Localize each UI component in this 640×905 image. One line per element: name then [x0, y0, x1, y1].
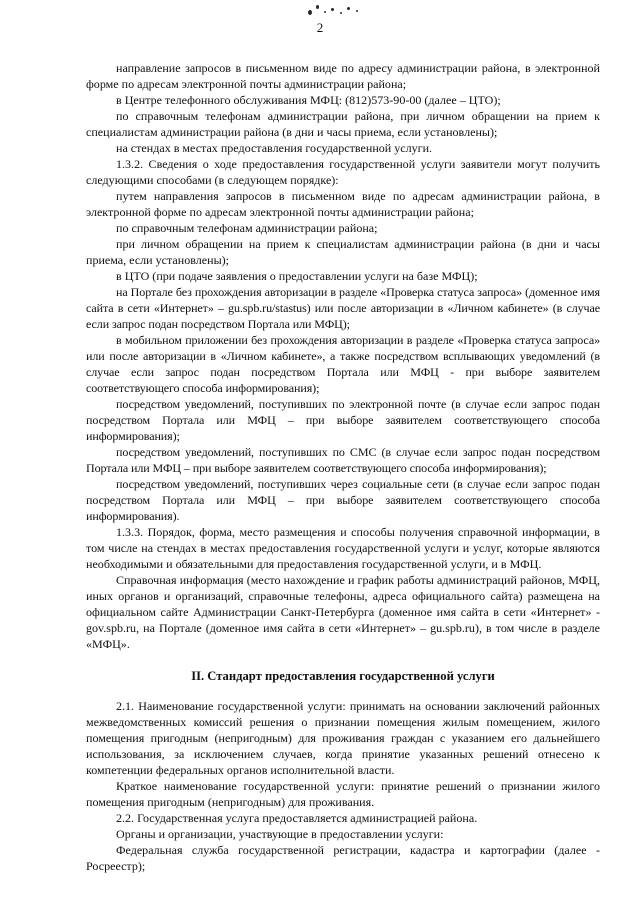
paragraph: Справочная информация (место нахождение и график работы администраций районов, МФЦ, иных органов и организаций, справочные телефоны, адреса официального сайта) размещена на официальном сайте Администрации Санкт-Петербурга (доменное имя сайта в сети «Интернет» - gov.spb.ru, на Портале (доменное имя сайта в сети «Интернет» – gu.spb.ru), в том числе в разделе «МФЦ». — [86, 573, 600, 651]
paragraph: посредством уведомлений, поступивших через социальные сети (в случае если запрос подан посредством Портала или МФЦ – при выборе заявителем соответствующего способа информирования). — [86, 477, 600, 523]
stamp-mark — [300, 1, 370, 19]
paragraph: Федеральная служба государственной регистрации, кадастра и картографии (далее - Росреестр); — [86, 843, 600, 873]
paragraph: по справочным телефонам администрации района; — [116, 221, 378, 235]
section-heading: II. Стандарт предоставления государственной услуги — [191, 669, 495, 683]
paragraph: 2.1. Наименование государственной услуги: принимать на основании заключений районных межведомственных комиссий решения о признании помещения жилым помещением, жилого помещения пригодным (непригодным) для проживания граждан с указанием его дальнейшего использования, за исключением случаев, когда принятие указанных решений отнесено к компетенции федеральных органов исполнительной власти. — [86, 699, 600, 777]
paragraph: при личном обращении на прием к специалистам администрации района (в дни и часы приема, если установлены); — [86, 237, 600, 267]
paragraph: по справочным телефонам администрации района, при личном обращении на прием к специалистам администрации района (в дни и часы приема, если установлены); — [86, 109, 600, 139]
paragraph: на стендах в местах предоставления государственной услуги. — [116, 141, 433, 155]
paragraph: 1.3.2. Сведения о ходе предоставления государственной услуги заявители могут получить следующими способами (в следующем порядке): — [86, 157, 600, 187]
paragraph: Органы и организации, участвующие в предоставлении услуги: — [116, 827, 444, 841]
paragraph: направление запросов в письменном виде по адресу администрации района, в электронной форме по адресам электронной почты администрации района; — [86, 61, 600, 91]
paragraph: путем направления запросов в письменном виде по адресам администрации района, в электронной форме по адресам электронной почты администрации района; — [86, 189, 600, 219]
paragraph: в мобильном приложении без прохождения авторизации в разделе «Проверка статуса запроса» или после авторизации в «Личном кабинете», а также посредством всплывающих уведомлений (в случае если запрос подан посредством Портала или МФЦ - при выборе заявителем соответствующего способа информирования); — [86, 333, 600, 395]
paragraph: посредством уведомлений, поступивших по СМС (в случае если запрос подан посредством Портала или МФЦ – при выборе заявителем соответствующего способа информирования); — [86, 445, 600, 475]
document-body — [86, 60, 600, 874]
paragraph: 2.2. Государственная услуга предоставляется администрацией района. — [116, 811, 478, 825]
paragraph: 1.3.3. Порядок, форма, место размещения и способы получения справочной информации, в том числе на стендах в местах предоставления государственной услуги и услуг, которые являются необходимыми и обязательными для предоставления государственной услуги, и в МФЦ. — [86, 525, 600, 571]
paragraph: в Центре телефонного обслуживания МФЦ: (812)573-90-00 (далее – ЦТО); — [116, 93, 501, 107]
paragraph: в ЦТО (при подаче заявления о предоставлении услуги на базе МФЦ); — [116, 269, 478, 283]
paragraph: на Портале без прохождения авторизации в разделе «Проверка статуса запроса» (доменное имя сайта в сети «Интернет» – gu.spb.ru/stastus) или после авторизации в «Личном кабинете» (в случае если запрос подан посредством Портала или МФЦ); — [86, 285, 600, 331]
page-number: 2 — [316, 20, 324, 35]
paragraph: посредством уведомлений, поступивших по электронной почте (в случае если запрос подан посредством Портала или МФЦ – при выборе заявителем соответствующего способа информирования); — [86, 397, 600, 443]
paragraph: Краткое наименование государственной услуги: принятие решений о признании жилого помещения пригодным (непригодным) для проживания. — [86, 779, 600, 809]
